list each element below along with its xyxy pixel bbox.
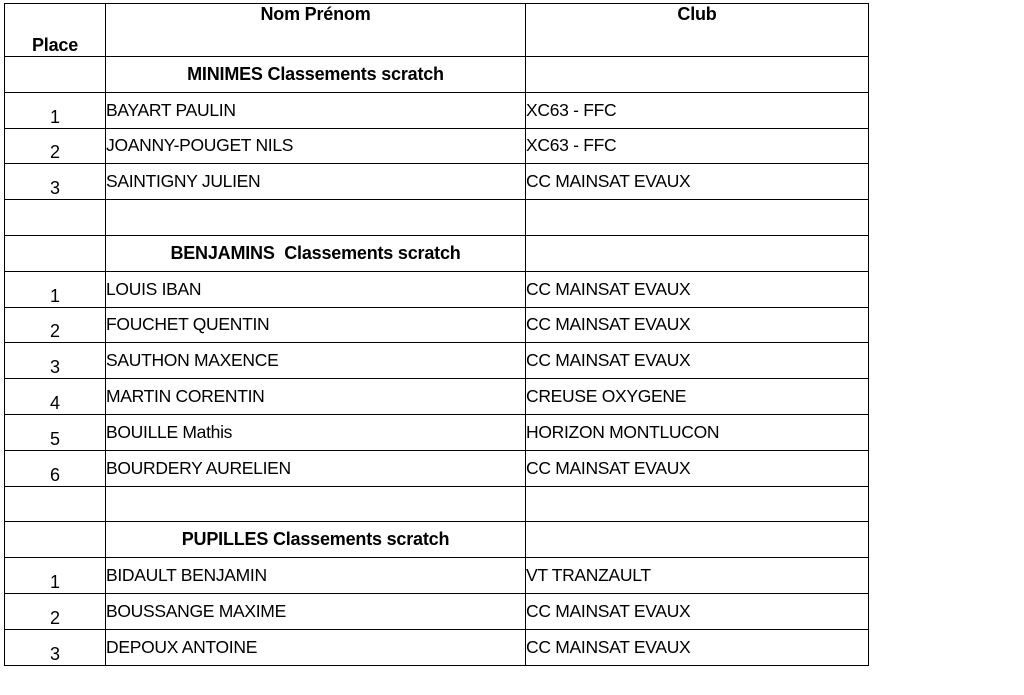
section-minimes	[5, 57, 869, 236]
blank-cell	[5, 486, 106, 522]
section-benjamins	[5, 235, 869, 521]
column-header-club: Club	[526, 4, 869, 57]
name-cell: BOUSSANGE MAXIME	[106, 593, 526, 629]
header-row	[5, 4, 869, 57]
place-cell: 2	[5, 128, 106, 164]
section-spacer-cell	[526, 235, 869, 271]
name-cell: SAINTIGNY JULIEN	[106, 164, 526, 200]
blank-cell	[5, 200, 106, 236]
column-header-name: Nom Prénom	[106, 4, 526, 57]
section-title: PUPILLES Classements scratch	[106, 522, 526, 558]
table-row	[5, 629, 869, 665]
blank-cell	[526, 486, 869, 522]
section-title-row	[5, 522, 869, 558]
results-table	[4, 3, 869, 666]
club-cell: XC63 - FFC	[526, 92, 869, 128]
place-cell: 1	[5, 92, 106, 128]
club-cell: CC MAINSAT EVAUX	[526, 629, 869, 665]
name-cell: BOURDERY AURELIEN	[106, 450, 526, 486]
place-cell: 5	[5, 414, 106, 450]
section-title: MINIMES Classements scratch	[106, 57, 526, 93]
club-cell: HORIZON MONTLUCON	[526, 414, 869, 450]
section-spacer-cell	[5, 235, 106, 271]
place-cell: 2	[5, 307, 106, 343]
club-cell: CC MAINSAT EVAUX	[526, 450, 869, 486]
table-row	[5, 164, 869, 200]
section-pupilles	[5, 522, 869, 665]
name-cell: JOANNY-POUGET NILS	[106, 128, 526, 164]
table-row	[5, 450, 869, 486]
blank-row	[5, 486, 869, 522]
club-cell: CC MAINSAT EVAUX	[526, 271, 869, 307]
blank-cell	[526, 200, 869, 236]
club-cell: XC63 - FFC	[526, 128, 869, 164]
club-cell: VT TRANZAULT	[526, 558, 869, 594]
name-cell: FOUCHET QUENTIN	[106, 307, 526, 343]
place-cell: 1	[5, 558, 106, 594]
table-row	[5, 92, 869, 128]
place-cell: 6	[5, 450, 106, 486]
club-cell: CC MAINSAT EVAUX	[526, 343, 869, 379]
section-spacer-cell	[526, 522, 869, 558]
table-row	[5, 379, 869, 415]
table-row	[5, 414, 869, 450]
blank-cell	[106, 486, 526, 522]
name-cell: SAUTHON MAXENCE	[106, 343, 526, 379]
place-cell: 3	[5, 164, 106, 200]
name-cell: MARTIN CORENTIN	[106, 379, 526, 415]
name-cell: BIDAULT BENJAMIN	[106, 558, 526, 594]
section-spacer-cell	[5, 522, 106, 558]
section-spacer-cell	[526, 57, 869, 93]
table-row	[5, 593, 869, 629]
table-row	[5, 128, 869, 164]
table-row	[5, 343, 869, 379]
table-row	[5, 558, 869, 594]
place-cell: 2	[5, 593, 106, 629]
club-cell: CREUSE OXYGENE	[526, 379, 869, 415]
club-cell: CC MAINSAT EVAUX	[526, 593, 869, 629]
table-row	[5, 271, 869, 307]
place-cell: 3	[5, 629, 106, 665]
club-cell: CC MAINSAT EVAUX	[526, 307, 869, 343]
section-spacer-cell	[5, 57, 106, 93]
section-title-row	[5, 57, 869, 93]
name-cell: DEPOUX ANTOINE	[106, 629, 526, 665]
column-header-place: Place	[5, 4, 106, 57]
name-cell: BAYART PAULIN	[106, 92, 526, 128]
section-title-row	[5, 235, 869, 271]
blank-row	[5, 200, 869, 236]
club-cell: CC MAINSAT EVAUX	[526, 164, 869, 200]
blank-cell	[106, 200, 526, 236]
name-cell: LOUIS IBAN	[106, 271, 526, 307]
section-title: BENJAMINS Classements scratch	[106, 235, 526, 271]
name-cell: BOUILLE Mathis	[106, 414, 526, 450]
table-row	[5, 307, 869, 343]
place-cell: 1	[5, 271, 106, 307]
place-cell: 4	[5, 379, 106, 415]
place-cell: 3	[5, 343, 106, 379]
